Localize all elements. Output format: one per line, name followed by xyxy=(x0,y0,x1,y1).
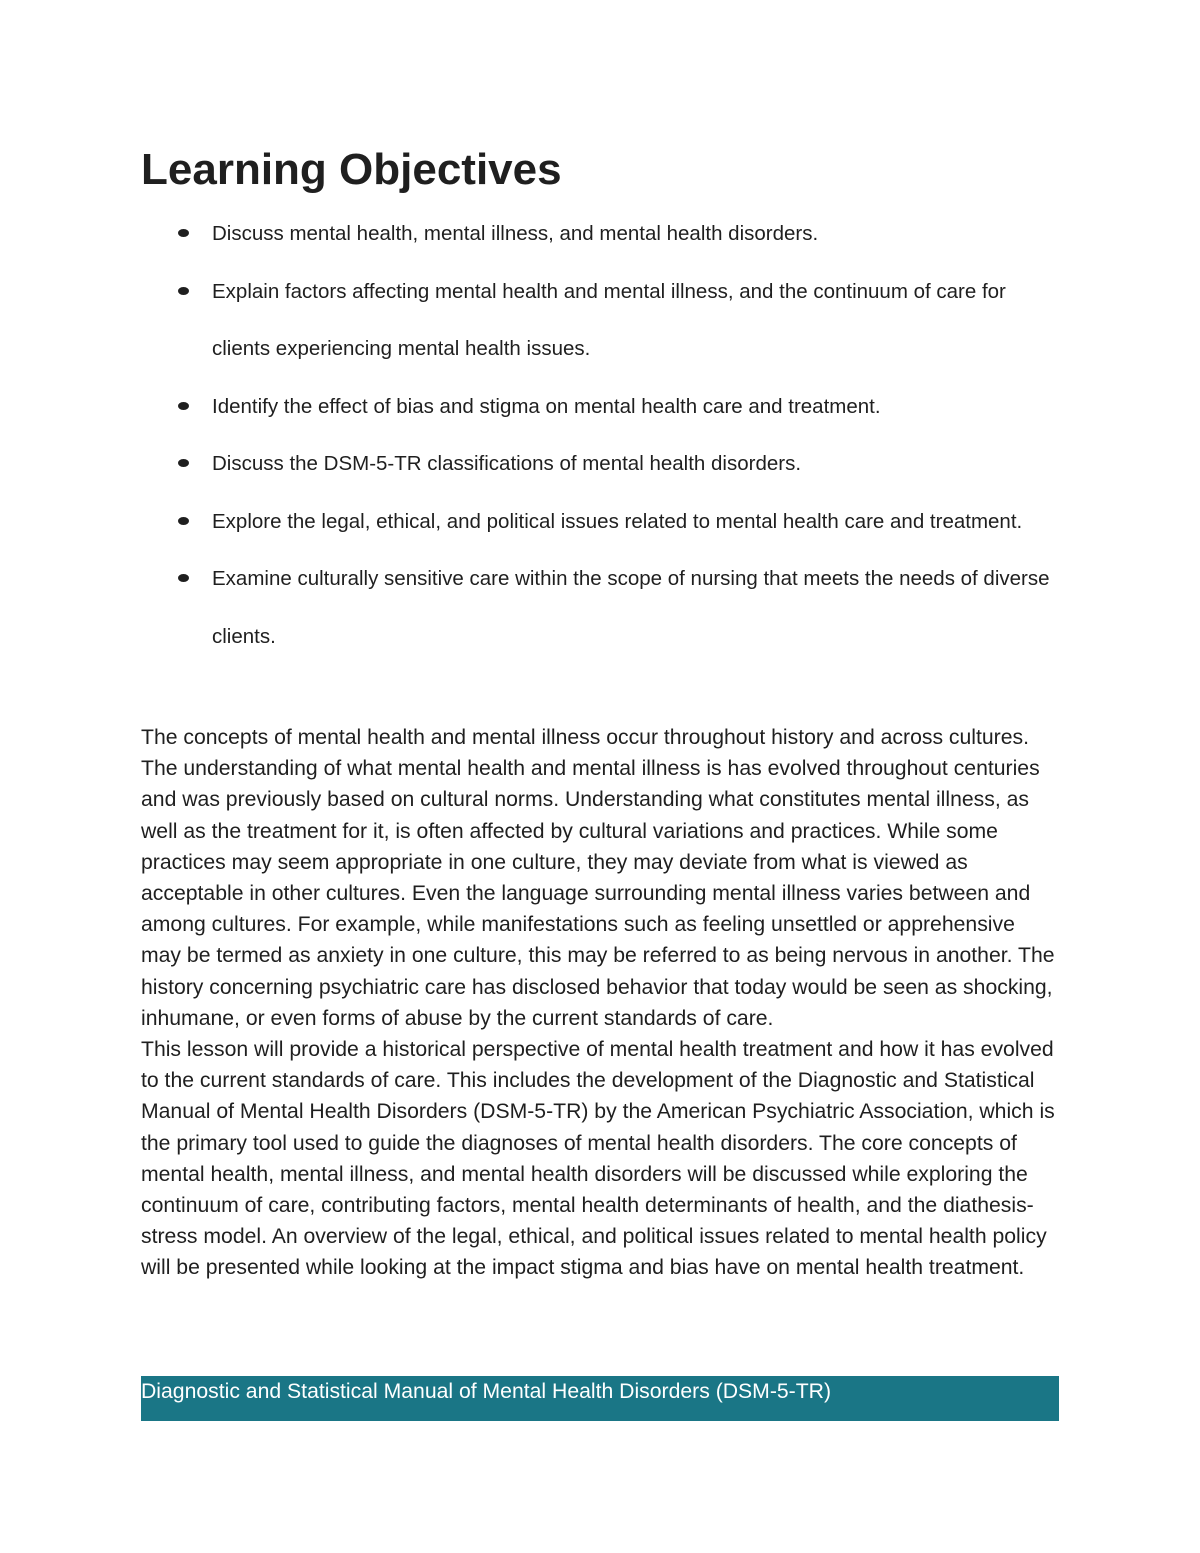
bullet-icon xyxy=(178,517,189,525)
body-text xyxy=(141,722,1059,1284)
bullet-icon xyxy=(178,402,189,410)
objective-text: Explain factors affecting mental health and mental illness, and the continuum of care for clients experiencing mental health issues. xyxy=(212,279,1006,360)
bullet-icon xyxy=(178,574,189,582)
objective-text: Examine culturally sensitive care within the scope of nursing that meets the needs of diverse clients. xyxy=(212,567,1050,648)
page-title: Learning Objectives xyxy=(141,145,562,194)
bullet-icon xyxy=(178,229,189,237)
bullet-icon xyxy=(178,459,189,467)
list-item xyxy=(141,550,1059,665)
learning-objectives-list xyxy=(141,205,1059,665)
list-item xyxy=(141,435,1059,493)
list-item xyxy=(141,263,1059,378)
paragraph: This lesson will provide a historical perspective of mental health treatment and how it has evolved to the current standards of care. This includes the development of the Diagnostic and Statistical Manual of Mental Health Disorders (DSM-5-TR) by the American Psychiatric Association, which is the primary tool used to guide the diagnoses of mental health disorders. The core concepts of mental health, mental illness, and mental health disorders will be discussed while exploring the continuum of care, contributing factors, mental health determinants of health, and the diathesis-stress model. An overview of the legal, ethical, and political issues related to mental health policy will be presented while looking at the impact stigma and bias have on mental health treatment. xyxy=(141,1038,1055,1280)
objective-text: Discuss mental health, mental illness, and mental health disorders. xyxy=(212,222,819,245)
section-heading-bar xyxy=(141,1376,1059,1421)
list-item xyxy=(141,378,1059,436)
section-heading: Diagnostic and Statistical Manual of Mental Health Disorders (DSM-5-TR) xyxy=(141,1380,832,1403)
objective-text: Discuss the DSM-5-TR classifications of mental health disorders. xyxy=(212,452,802,475)
objective-text: Identify the effect of bias and stigma on mental health care and treatment. xyxy=(212,394,881,418)
paragraph: The concepts of mental health and mental illness occur throughout history and across cultures. The understanding of what mental health and mental illness is has evolved throughout centuries and was previously based on cultural norms. Understanding what constitutes mental illness, as well as the treatment for it, is often affected by cultural variations and practices. While some practices may seem appropriate in one culture, they may deviate from what is viewed as acceptable in other cultures. Even the language surrounding mental illness varies between and among cultures. For example, while manifestations such as feeling unsettled or apprehensive may be termed as anxiety in one culture, this may be referred to as being nervous in another. The history concerning psychiatric care has disclosed behavior that today would be seen as shocking, inhumane, or even forms of abuse by the current standards of care. xyxy=(141,726,1055,1030)
objective-text: Explore the legal, ethical, and political issues related to mental health care and treatment. xyxy=(212,509,1023,533)
list-item xyxy=(141,493,1059,551)
list-item xyxy=(141,205,1059,263)
bullet-icon xyxy=(178,287,189,295)
